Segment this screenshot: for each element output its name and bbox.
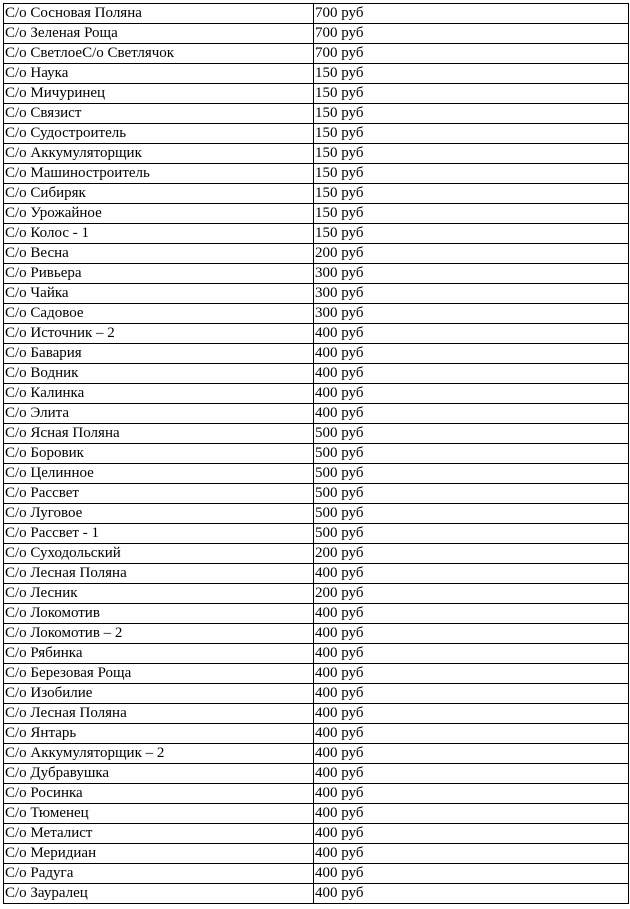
table-row: [4, 84, 629, 104]
society-name-cell: С/о Суходольский: [4, 544, 314, 564]
table-row: [4, 224, 629, 244]
society-name-cell: С/о Связист: [4, 104, 314, 124]
table-row: [4, 344, 629, 364]
society-name-cell: С/о Боровик: [4, 444, 314, 464]
table-row: [4, 824, 629, 844]
table-row: [4, 4, 629, 24]
society-name-cell: С/о Элита: [4, 404, 314, 424]
price-cell: 400 руб: [314, 344, 629, 364]
price-cell: 400 руб: [314, 664, 629, 684]
society-name-cell: С/о Зауралец: [4, 884, 314, 904]
table-row: [4, 524, 629, 544]
society-name-cell: С/о Металист: [4, 824, 314, 844]
table-row: [4, 124, 629, 144]
society-name-cell: С/о Аккумуляторщик: [4, 144, 314, 164]
table-row: [4, 544, 629, 564]
table-row: [4, 564, 629, 584]
table-row: [4, 684, 629, 704]
table-row: [4, 864, 629, 884]
society-name-cell: С/о Рассвет: [4, 484, 314, 504]
price-cell: 150 руб: [314, 104, 629, 124]
price-cell: 150 руб: [314, 64, 629, 84]
price-cell: 400 руб: [314, 724, 629, 744]
table-row: [4, 24, 629, 44]
price-table: [3, 3, 629, 904]
price-cell: 150 руб: [314, 184, 629, 204]
price-cell: 500 руб: [314, 484, 629, 504]
price-cell: 400 руб: [314, 384, 629, 404]
society-name-cell: С/о Изобилие: [4, 684, 314, 704]
price-cell: 400 руб: [314, 624, 629, 644]
price-cell: 500 руб: [314, 504, 629, 524]
society-name-cell: С/о Целинное: [4, 464, 314, 484]
price-cell: 500 руб: [314, 424, 629, 444]
society-name-cell: С/о Локомотив: [4, 604, 314, 624]
table-row: [4, 44, 629, 64]
table-row: [4, 844, 629, 864]
table-row: [4, 484, 629, 504]
price-cell: 400 руб: [314, 844, 629, 864]
society-name-cell: С/о Наука: [4, 64, 314, 84]
table-row: [4, 384, 629, 404]
society-name-cell: С/о Лесная Поляна: [4, 564, 314, 584]
table-row: [4, 724, 629, 744]
society-name-cell: С/о Калинка: [4, 384, 314, 404]
society-name-cell: С/о Зеленая Роща: [4, 24, 314, 44]
price-cell: 300 руб: [314, 284, 629, 304]
table-row: [4, 504, 629, 524]
price-table-body: [4, 4, 629, 904]
table-row: [4, 644, 629, 664]
table-row: [4, 164, 629, 184]
society-name-cell: С/о Ривьера: [4, 264, 314, 284]
table-row: [4, 704, 629, 724]
society-name-cell: С/о Радуга: [4, 864, 314, 884]
table-row: [4, 804, 629, 824]
society-name-cell: С/о Меридиан: [4, 844, 314, 864]
table-row: [4, 184, 629, 204]
table-row: [4, 284, 629, 304]
table-row: [4, 424, 629, 444]
society-name-cell: С/о Луговое: [4, 504, 314, 524]
society-name-cell: С/о Янтарь: [4, 724, 314, 744]
table-row: [4, 244, 629, 264]
table-row: [4, 64, 629, 84]
price-cell: 300 руб: [314, 264, 629, 284]
price-cell: 400 руб: [314, 684, 629, 704]
society-name-cell: С/о СветлоеС/о Светлячок: [4, 44, 314, 64]
society-name-cell: С/о Локомотив – 2: [4, 624, 314, 644]
price-cell: 400 руб: [314, 744, 629, 764]
table-row: [4, 404, 629, 424]
society-name-cell: С/о Сибиряк: [4, 184, 314, 204]
society-name-cell: С/о Ясная Поляна: [4, 424, 314, 444]
society-name-cell: С/о Сосновая Поляна: [4, 4, 314, 24]
price-cell: 150 руб: [314, 84, 629, 104]
price-cell: 400 руб: [314, 564, 629, 584]
society-name-cell: С/о Рябинка: [4, 644, 314, 664]
table-row: [4, 584, 629, 604]
price-cell: 400 руб: [314, 804, 629, 824]
society-name-cell: С/о Машиностроитель: [4, 164, 314, 184]
society-name-cell: С/о Аккумуляторщик – 2: [4, 744, 314, 764]
table-row: [4, 104, 629, 124]
price-cell: 400 руб: [314, 644, 629, 664]
society-name-cell: С/о Весна: [4, 244, 314, 264]
society-name-cell: С/о Чайка: [4, 284, 314, 304]
price-cell: 150 руб: [314, 164, 629, 184]
table-row: [4, 324, 629, 344]
table-row: [4, 364, 629, 384]
price-cell: 700 руб: [314, 44, 629, 64]
table-row: [4, 204, 629, 224]
society-name-cell: С/о Бавария: [4, 344, 314, 364]
table-row: [4, 604, 629, 624]
table-row: [4, 784, 629, 804]
price-cell: 400 руб: [314, 864, 629, 884]
table-row: [4, 764, 629, 784]
price-cell: 500 руб: [314, 524, 629, 544]
price-cell: 150 руб: [314, 204, 629, 224]
society-name-cell: С/о Лесник: [4, 584, 314, 604]
price-cell: 700 руб: [314, 4, 629, 24]
society-name-cell: С/о Тюменец: [4, 804, 314, 824]
table-row: [4, 624, 629, 644]
society-name-cell: С/о Мичуринец: [4, 84, 314, 104]
price-cell: 400 руб: [314, 764, 629, 784]
table-row: [4, 744, 629, 764]
price-cell: 300 руб: [314, 304, 629, 324]
table-row: [4, 664, 629, 684]
society-name-cell: С/о Колос - 1: [4, 224, 314, 244]
price-cell: 200 руб: [314, 244, 629, 264]
table-row: [4, 464, 629, 484]
society-name-cell: С/о Источник – 2: [4, 324, 314, 344]
table-row: [4, 304, 629, 324]
society-name-cell: С/о Урожайное: [4, 204, 314, 224]
society-name-cell: С/о Судостроитель: [4, 124, 314, 144]
price-cell: 400 руб: [314, 604, 629, 624]
price-cell: 150 руб: [314, 124, 629, 144]
table-row: [4, 444, 629, 464]
price-cell: 400 руб: [314, 824, 629, 844]
price-cell: 400 руб: [314, 324, 629, 344]
society-name-cell: С/о Рассвет - 1: [4, 524, 314, 544]
price-cell: 700 руб: [314, 24, 629, 44]
society-name-cell: С/о Росинка: [4, 784, 314, 804]
society-name-cell: С/о Садовое: [4, 304, 314, 324]
price-cell: 400 руб: [314, 704, 629, 724]
table-row: [4, 264, 629, 284]
price-cell: 150 руб: [314, 224, 629, 244]
price-cell: 200 руб: [314, 544, 629, 564]
price-cell: 400 руб: [314, 784, 629, 804]
society-name-cell: С/о Березовая Роща: [4, 664, 314, 684]
society-name-cell: С/о Дубравушка: [4, 764, 314, 784]
price-cell: 400 руб: [314, 884, 629, 904]
price-cell: 500 руб: [314, 444, 629, 464]
table-row: [4, 144, 629, 164]
price-table-container: [3, 3, 629, 904]
price-cell: 400 руб: [314, 404, 629, 424]
table-row: [4, 884, 629, 904]
society-name-cell: С/о Водник: [4, 364, 314, 384]
price-cell: 150 руб: [314, 144, 629, 164]
price-cell: 500 руб: [314, 464, 629, 484]
price-cell: 200 руб: [314, 584, 629, 604]
society-name-cell: С/о Лесная Поляна: [4, 704, 314, 724]
price-cell: 400 руб: [314, 364, 629, 384]
